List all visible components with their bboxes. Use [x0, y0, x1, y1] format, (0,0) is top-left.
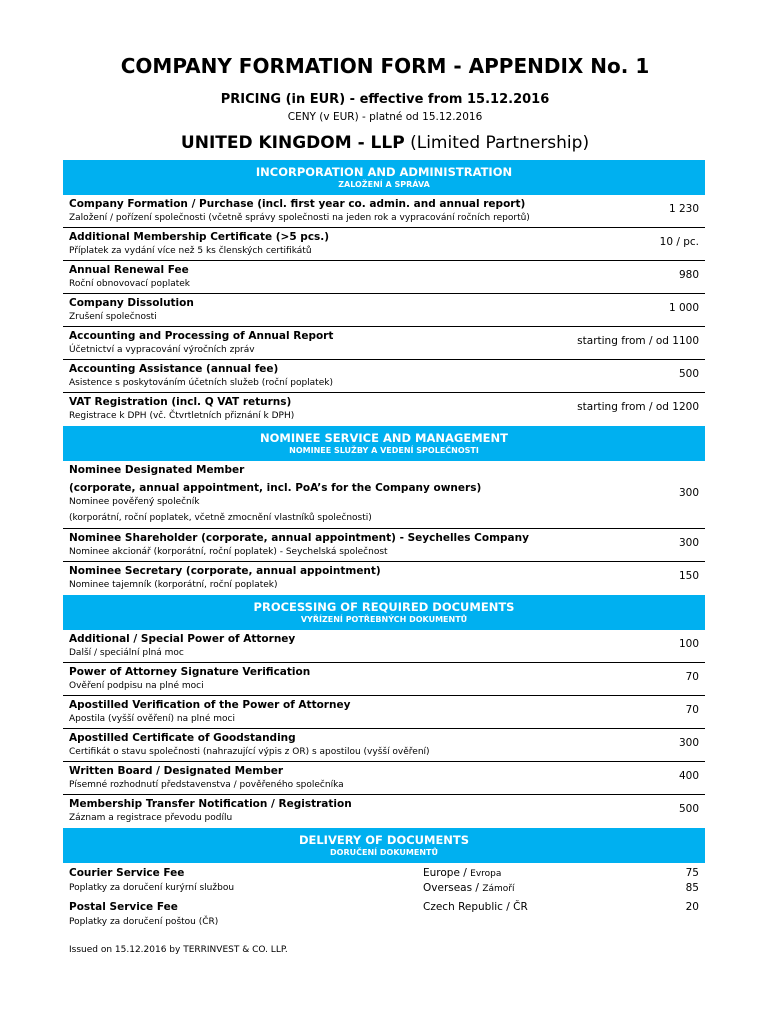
delivery-option-czech: Czech Republic / ČR: [423, 901, 528, 913]
section-title: NOMINEE SERVICE AND MANAGEMENT: [260, 431, 508, 445]
item-name-cz: Účetnictví a vypracování výročních zpráv: [69, 345, 255, 355]
item-price: 20: [685, 901, 699, 913]
delivery-row-postal: [63, 897, 705, 931]
item-price: 150: [678, 570, 699, 582]
item-name: Apostilled Certificate of Goodstanding: [69, 732, 296, 744]
item-name-cz: Asistence s poskytováním účetních služeb (roční poplatek): [69, 378, 333, 388]
item-name: Postal Service Fee: [69, 901, 178, 913]
item-name: Additional / Special Power of Attorney: [69, 633, 296, 645]
item-price: 400: [678, 770, 699, 782]
item-name-cz: Poplatky za doručení kurýrní službou: [69, 883, 235, 893]
item-name: Accounting Assistance (annual fee): [69, 363, 279, 375]
section-incorporation: [63, 160, 705, 195]
section-title-cz: ZALOŽENÍ A SPRÁVA: [338, 180, 430, 189]
section-delivery: [63, 828, 705, 863]
item-name: Annual Renewal Fee: [69, 264, 189, 276]
item-name-cz: Záznam a registrace převodu podílu: [69, 813, 233, 823]
delivery-option-europe: [423, 867, 501, 879]
country-heading: [0, 133, 770, 153]
section-title-cz: NOMINEE SLUŽBY A VEDENÍ SPOLEČNOSTI: [289, 446, 479, 455]
option-label-cz: Zámoří: [482, 884, 515, 894]
price-row: [63, 630, 705, 663]
option-label: Europe /: [423, 867, 467, 879]
item-price: 980: [678, 269, 699, 281]
item-name: Apostilled Verification of the Power of Attorney: [69, 699, 351, 711]
item-price: 70: [685, 704, 699, 716]
item-name-cz: Apostila (vyšší ověření) na plné moci: [69, 714, 235, 724]
country-name: UNITED KINGDOM - LLP: [180, 133, 405, 153]
section-title-cz: VYŘÍZENÍ POTŘEBNÝCH DOKUMENTŮ: [300, 615, 468, 624]
item-price: 85: [685, 882, 699, 894]
item-price: 300: [678, 487, 699, 499]
price-row: [63, 663, 705, 696]
option-label-cz: Evropa: [470, 869, 502, 879]
item-name-cz: Nominee akcionář (korporátní, roční poplatek) - Seychelská společnost: [69, 547, 388, 557]
item-name: Nominee Secretary (corporate, annual appointment): [69, 565, 381, 577]
price-row: [63, 195, 705, 228]
item-name-cz: Písemné rozhodnutí představenstva / pověřeného společníka: [69, 780, 344, 790]
price-row: [63, 327, 705, 360]
pricing-subtitle-cz: CENY (v EUR) - platné od 15.12.2016: [287, 111, 483, 123]
price-row: [63, 762, 705, 795]
item-name: Written Board / Designated Member: [69, 765, 284, 777]
item-name: Power of Attorney Signature Verification: [69, 666, 311, 678]
item-name-cz: Zrušení společnosti: [69, 312, 157, 322]
item-name-cz: Další / speciální plná moc: [69, 648, 184, 658]
item-price: 100: [678, 638, 699, 650]
item-price: 1 230: [668, 203, 699, 215]
price-row: [63, 228, 705, 261]
item-price: 300: [678, 537, 699, 549]
item-name: Nominee Designated Member: [69, 464, 245, 476]
item-name: Courier Service Fee: [69, 867, 185, 879]
item-name-cz: Poplatky za doručení poštou (ČR): [69, 917, 219, 927]
item-price: 1 000: [668, 302, 699, 314]
item-price: starting from / od 1200: [577, 401, 699, 413]
price-row: [63, 795, 705, 828]
price-row: [63, 294, 705, 327]
item-price: 500: [678, 803, 699, 815]
item-name-cz: Nominee pověřený společník: [69, 497, 200, 507]
option-label: Overseas /: [423, 882, 479, 894]
item-price: 75: [685, 867, 699, 879]
item-name-cz: Certifikát o stavu společnosti (nahrazující výpis z OR) s apostilou (vyšší ověření): [69, 747, 430, 757]
issued-note: Issued on 15.12.2016 by TERRINVEST & CO. LLP.: [69, 945, 288, 955]
price-row: [63, 360, 705, 393]
price-list: [63, 160, 705, 931]
item-name-cz: Příplatek za vydání více než 5 ks členských certifikátů: [69, 246, 312, 256]
item-price: starting from / od 1100: [577, 335, 699, 347]
item-name: Membership Transfer Notification / Registration: [69, 798, 352, 810]
item-name-cz: Registrace k DPH (vč. Čtvrtletních přiznání k DPH): [69, 411, 295, 421]
item-name-cz: Ověření podpisu na plné moci: [69, 681, 204, 691]
item-name: Company Dissolution: [69, 297, 194, 309]
section-title: DELIVERY OF DOCUMENTS: [298, 833, 470, 847]
item-name: Accounting and Processing of Annual Report: [69, 330, 334, 342]
item-name-cz: Nominee tajemník (korporátní, roční poplatek): [69, 580, 278, 590]
section-title: PROCESSING OF REQUIRED DOCUMENTS: [253, 600, 515, 614]
item-price: 70: [685, 671, 699, 683]
item-name: Company Formation / Purchase (incl. first year co. admin. and annual report): [69, 198, 526, 210]
page-title: COMPANY FORMATION FORM - APPENDIX No. 1: [120, 54, 650, 78]
section-title-cz: DORUČENÍ DOKUMENTŮ: [330, 848, 438, 857]
country-type: (Limited Partnership): [410, 133, 590, 153]
section-title: INCORPORATION AND ADMINISTRATION: [255, 165, 513, 179]
item-name-cz: Založení / pořízení společnosti (včetně správy společnosti na jeden rok a vypracování ročních reportů): [69, 213, 530, 223]
item-price: 10 / pc.: [659, 236, 699, 248]
delivery-option-overseas: [423, 882, 514, 894]
price-row: [63, 696, 705, 729]
price-row: [63, 393, 705, 426]
section-nominee: [63, 426, 705, 461]
item-name: Additional Membership Certificate (>5 pcs.): [69, 231, 330, 243]
item-name: VAT Registration (incl. Q VAT returns): [69, 396, 292, 408]
item-price: 500: [678, 368, 699, 380]
section-documents: [63, 595, 705, 630]
pricing-subtitle: PRICING (in EUR) - effective from 15.12.2016: [220, 92, 550, 107]
item-name-cz-detail: (korporátní, roční poplatek, včetně zmocnění vlastníků společnosti): [69, 513, 372, 523]
price-row: [63, 729, 705, 762]
delivery-row-courier: [63, 863, 705, 897]
price-row: [63, 529, 705, 562]
item-price: 300: [678, 737, 699, 749]
item-name-detail: (corporate, annual appointment, incl. PoA’s for the Company owners): [69, 482, 482, 494]
item-name: Nominee Shareholder (corporate, annual appointment) - Seychelles Company: [69, 532, 529, 544]
price-row: [63, 562, 705, 595]
price-row: [63, 461, 705, 529]
item-name-cz: Roční obnovovací poplatek: [69, 279, 191, 289]
price-row: [63, 261, 705, 294]
